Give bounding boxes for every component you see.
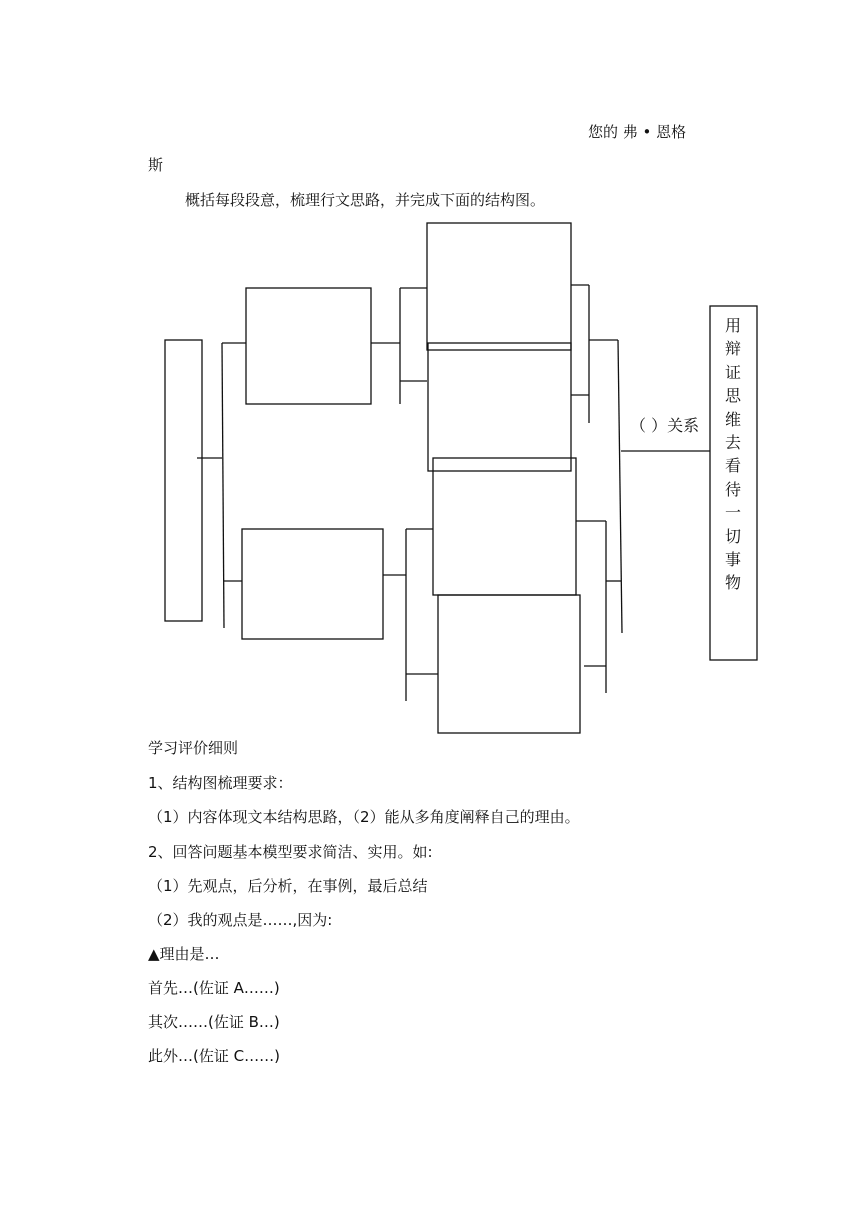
- diagram-box-r4: [438, 595, 580, 733]
- conclusion-char: 一: [724, 503, 741, 523]
- conclusion-char: 辩: [724, 339, 741, 359]
- diagram-box-r3: [433, 458, 576, 595]
- author-line-wrap: 斯: [148, 156, 164, 174]
- instruction-text: 概括每段段意，梳理行文思路，并完成下面的结构图。: [185, 191, 546, 209]
- conclusion-char: 待: [724, 479, 741, 499]
- conclusion-char: 维: [724, 409, 741, 429]
- conclusion-char: 看: [724, 456, 741, 476]
- reason-line: ▲理由是…: [148, 945, 220, 963]
- conclusion-char: 物: [724, 573, 741, 593]
- evaluation-item-2-sub1: （1）先观点，后分析，在事例，最后总结: [148, 877, 428, 895]
- relation-label: （ ）关系: [630, 416, 700, 435]
- evaluation-item-2-sub2: （2）我的观点是……,因为:: [148, 911, 333, 929]
- besides-point: 此外…(佐证 C……): [148, 1047, 280, 1065]
- author-line: 您的 弗 • 恩格: [588, 123, 687, 141]
- evaluation-item-1: 1、结构图梳理要求：: [148, 774, 293, 792]
- evaluation-item-2: 2、回答问题基本模型要求简洁、实用。如:: [148, 843, 433, 861]
- conclusion-char: 思: [724, 386, 741, 406]
- diagram-box-r1: [427, 223, 571, 350]
- conclusion-char: 证: [724, 362, 741, 382]
- evaluation-heading: 学习评价细则: [148, 739, 239, 757]
- diagram-box-root: [165, 340, 202, 621]
- diagram-box-upper: [246, 288, 371, 404]
- conclusion-text: [712, 314, 754, 595]
- conclusion-char: 切: [724, 526, 741, 546]
- second-point: 其次……(佐证 B…): [148, 1013, 280, 1031]
- diagram-box-r2: [428, 343, 571, 471]
- conclusion-char: 去: [724, 433, 741, 453]
- conclusion-char: 事: [724, 550, 741, 570]
- first-point: 首先…(佐证 A……): [148, 979, 280, 997]
- diagram-box-lower: [242, 529, 383, 639]
- evaluation-item-1-sub: （1）内容体现文本结构思路，（2）能从多角度阐释自己的理由。: [148, 808, 580, 826]
- conclusion-char: 用: [724, 316, 741, 335]
